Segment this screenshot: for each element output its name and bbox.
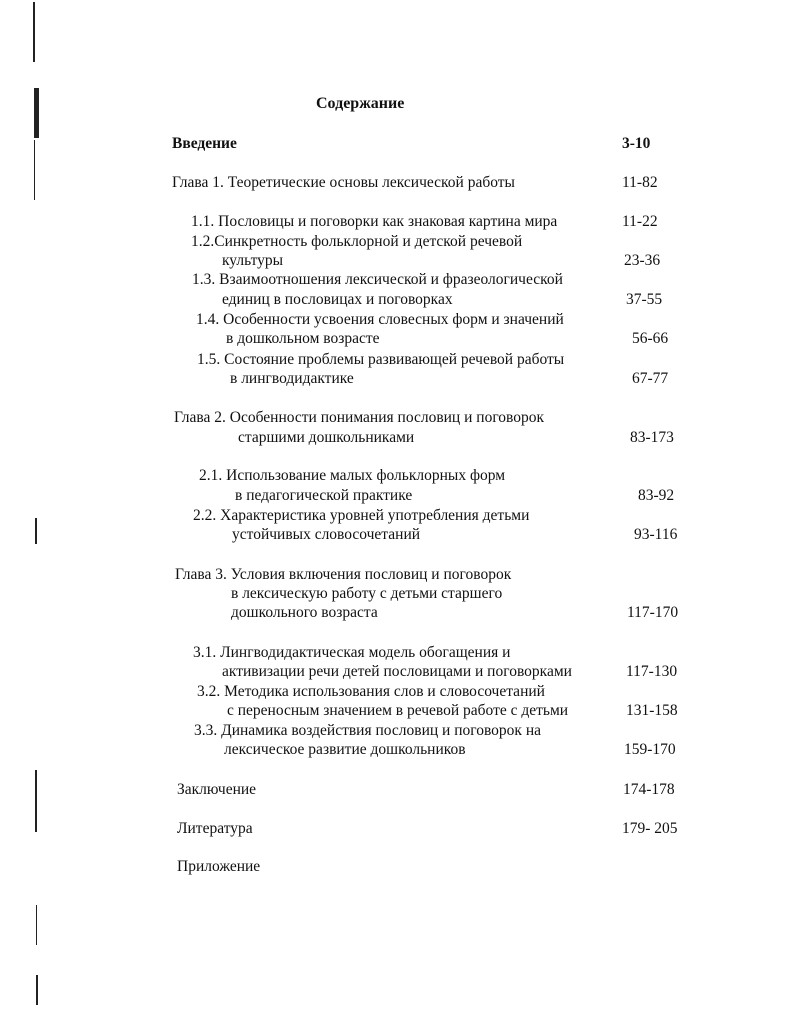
toc-section-1-3-pages: 37-55 (626, 291, 663, 308)
toc-chapter-1-pages: 11-82 (622, 174, 658, 191)
scan-artifact (34, 140, 35, 200)
toc-section-2-2-pages: 93-116 (634, 526, 678, 543)
toc-section-1-5-pages: 67-77 (632, 370, 669, 387)
toc-section-3-1-pages: 117-130 (626, 663, 678, 680)
toc-chapter-2-cont: старшими дошкольниками (238, 429, 415, 446)
toc-section-3-3-cont: лексическое развитие дошкольников (224, 741, 466, 758)
toc-section-1-5: 1.5. Состояние проблемы развивающей речевой работы (197, 351, 565, 368)
toc-intro-pages: 3-10 (622, 135, 651, 152)
toc-section-3-2-pages: 131-158 (626, 702, 678, 719)
toc-section-1-4-cont: в дошкольном возрасте (226, 330, 380, 347)
scan-artifact (33, 2, 35, 62)
toc-section-2-1-pages: 83-92 (638, 487, 675, 504)
toc-conclusion: Заключение (177, 781, 257, 798)
toc-section-3-2: 3.2. Методика использования слов и словосочетаний (197, 683, 545, 700)
toc-section-1-2-pages: 23-36 (624, 252, 661, 269)
scan-artifact (35, 770, 37, 832)
toc-section-1-4-pages: 56-66 (632, 330, 669, 347)
toc-section-2-1: 2.1. Использование малых фольклорных форм (199, 467, 506, 484)
scan-artifact (34, 88, 39, 138)
toc-chapter-3-cont: в лексическую работу с детьми старшего (231, 585, 503, 602)
toc-chapter-2-pages: 83-173 (630, 429, 674, 446)
toc-section-1-5-cont: в лингводидактике (230, 370, 354, 387)
toc-chapter-3-cont2: дошкольного возраста (231, 604, 378, 621)
scan-artifact (35, 518, 37, 544)
toc-section-2-1-cont: в педагогической практике (235, 487, 413, 504)
toc-literature: Литература (177, 820, 253, 837)
toc-appendix: Приложение (177, 858, 261, 875)
toc-section-1-3-cont: единиц в пословицах и поговорках (222, 291, 453, 308)
toc-section-1-4: 1.4. Особенности усвоения словесных форм и значений (196, 311, 564, 328)
toc-chapter-3: Глава 3. Условия включения пословиц и поговорок (175, 566, 512, 583)
toc-chapter-3-pages: 117-170 (627, 604, 679, 621)
toc-section-3-3-pages: 159-170 (624, 741, 676, 758)
toc-section-2-2-cont: устойчивых словосочетаний (232, 526, 421, 543)
toc-section-3-3: 3.3. Динамика воздействия пословиц и поговорок на (194, 722, 542, 739)
scan-artifact (36, 905, 37, 945)
toc-section-1-1: 1.1. Пословицы и поговорки как знаковая картина мира (191, 213, 558, 230)
toc-section-2-2: 2.2. Характеристика уровней употребления детьми (193, 507, 530, 524)
scan-artifact (36, 975, 38, 1005)
toc-section-3-1: 3.1. Лингводидактическая модель обогащения и (193, 644, 511, 661)
toc-section-1-2: 1.2.Синкретность фольклорной и детской речевой (191, 233, 523, 250)
toc-section-1-3: 1.3. Взаимоотношения лексической и фразеологической (192, 271, 563, 288)
toc-intro: Введение (172, 135, 237, 152)
toc-section-3-2-cont: с переносным значением в речевой работе с детьми (227, 702, 569, 719)
toc-conclusion-pages: 174-178 (623, 781, 675, 798)
page-title: Содержание (316, 95, 405, 112)
toc-literature-pages: 179- 205 (622, 820, 678, 837)
toc-chapter-2: Глава 2. Особенности понимания пословиц и поговорок (174, 409, 545, 426)
toc-section-3-1-cont: активизации речи детей пословицами и поговорками (222, 663, 572, 680)
toc-section-1-1-pages: 11-22 (622, 213, 658, 230)
toc-section-1-2-cont: культуры (222, 252, 284, 269)
toc-chapter-1: Глава 1. Теоретические основы лексической работы (172, 174, 515, 191)
